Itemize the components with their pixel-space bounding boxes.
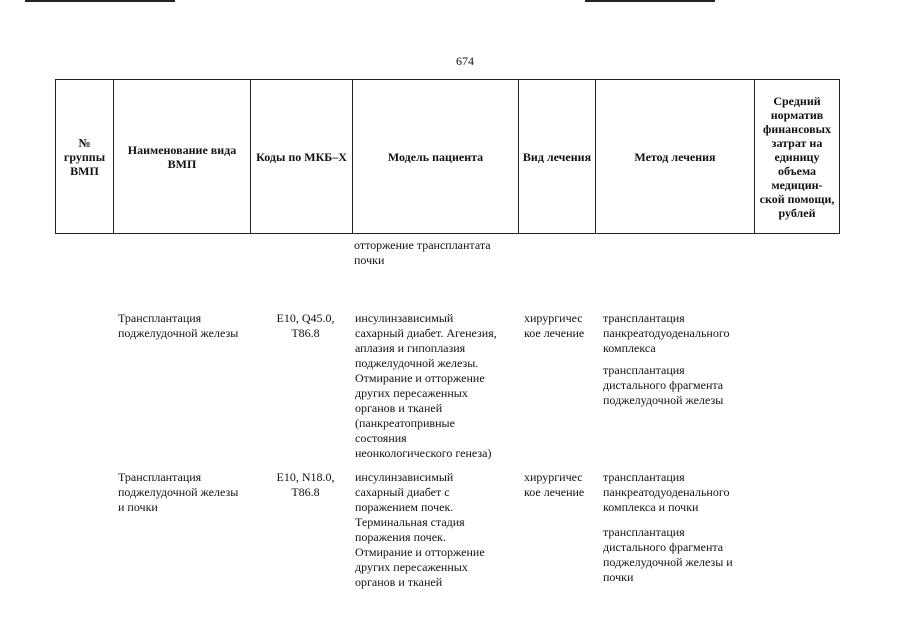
text-line: Трансплантация xyxy=(118,470,202,484)
text-line: кое лечение xyxy=(524,326,585,340)
text-line: сахарный диабет. Агенезия, xyxy=(355,326,497,340)
table-header xyxy=(55,79,840,234)
text-line: органов и тканей xyxy=(355,401,443,415)
text-line: органов и тканей xyxy=(355,575,443,589)
scan-edge-line xyxy=(25,0,175,2)
text-line: трансплантация xyxy=(603,470,685,484)
row2-method-1 xyxy=(603,470,763,515)
text-line: T86.8 xyxy=(291,326,320,340)
text-line: Отмирание и отторжение xyxy=(355,545,485,559)
text-line: почки xyxy=(603,570,634,584)
text-line: панкреатодуоденального xyxy=(603,326,730,340)
text-line: поджелудочной железы. xyxy=(355,356,479,370)
text-line: панкреатодуоденального xyxy=(603,485,730,499)
text-line: инсулинзависимый xyxy=(355,470,454,484)
text-line: неонкологического генеза) xyxy=(355,446,492,460)
row2-vmp-name xyxy=(118,470,268,515)
text-line: поджелудочной железы и xyxy=(603,555,733,569)
text-line: комплекса и почки xyxy=(603,500,699,514)
text-line: состояния xyxy=(355,431,407,445)
text-line: инсулинзависимый xyxy=(355,311,454,325)
text-line: хирургичес xyxy=(524,470,583,484)
header-patient-model: Модель пациента xyxy=(353,80,519,233)
row2-treatment-type xyxy=(524,470,599,500)
text-line: T86.8 xyxy=(291,485,320,499)
text-line: почки xyxy=(354,253,385,267)
text-line: и почки xyxy=(118,500,158,514)
header-vmp-name: Наименование вида ВМП xyxy=(114,80,251,233)
row2-patient-model xyxy=(355,470,523,590)
row2-icd-codes xyxy=(268,470,343,500)
text-line: сахарный диабет с xyxy=(355,485,450,499)
page-number: 674 xyxy=(456,54,474,68)
text-line: других пересаженных xyxy=(355,386,468,400)
header-icd-codes: Коды по МКБ–Х xyxy=(251,80,353,233)
text-line: поражения почек. xyxy=(355,530,446,544)
text-line: хирургичес xyxy=(524,311,583,325)
text-line: Трансплантация xyxy=(118,311,202,325)
text-line: комплекса xyxy=(603,341,656,355)
text-line: трансплантация xyxy=(603,525,685,539)
text-line: поджелудочной железы xyxy=(603,393,724,407)
scan-edge-line xyxy=(585,0,715,2)
row1-method-1 xyxy=(603,311,763,356)
text-line: E10, Q45.0, xyxy=(276,311,335,325)
text-line: E10, N18.0, xyxy=(276,470,335,484)
row1-icd-codes xyxy=(268,311,343,341)
header-avg-cost: Средний норматив финансовых затрат на единицу объема медицин- ской помощи, рублей xyxy=(759,93,835,220)
text-line: кое лечение xyxy=(524,485,585,499)
text-line: аплазия и гипоплазия xyxy=(355,341,466,355)
continuation-model xyxy=(354,238,524,268)
header-treatment-method: Метод лечения xyxy=(596,80,755,233)
row2-method-2 xyxy=(603,525,763,585)
text-line: других пересаженных xyxy=(355,560,468,574)
text-line: трансплантация xyxy=(603,363,685,377)
text-line: Отмирание и отторжение xyxy=(355,371,485,385)
text-line: дистального фрагмента xyxy=(603,378,724,392)
text-line: поджелудочной железы xyxy=(118,485,239,499)
header-group-number: № группы ВМП xyxy=(56,80,114,233)
row1-method-2 xyxy=(603,363,763,408)
text-line: Терминальная стадия xyxy=(355,515,465,529)
row1-vmp-name xyxy=(118,311,268,341)
row1-patient-model xyxy=(355,311,523,461)
text-line: (панкреатопривные xyxy=(355,416,455,430)
text-line: трансплантация xyxy=(603,311,685,325)
text-line: поджелудочной железы xyxy=(118,326,239,340)
header-treatment-type: Вид лечения xyxy=(519,80,596,233)
text-line: дистального фрагмента xyxy=(603,540,724,554)
text-line: отторжение трансплантата xyxy=(354,238,491,252)
text-line: поражением почек. xyxy=(355,500,454,514)
row1-treatment-type xyxy=(524,311,599,341)
